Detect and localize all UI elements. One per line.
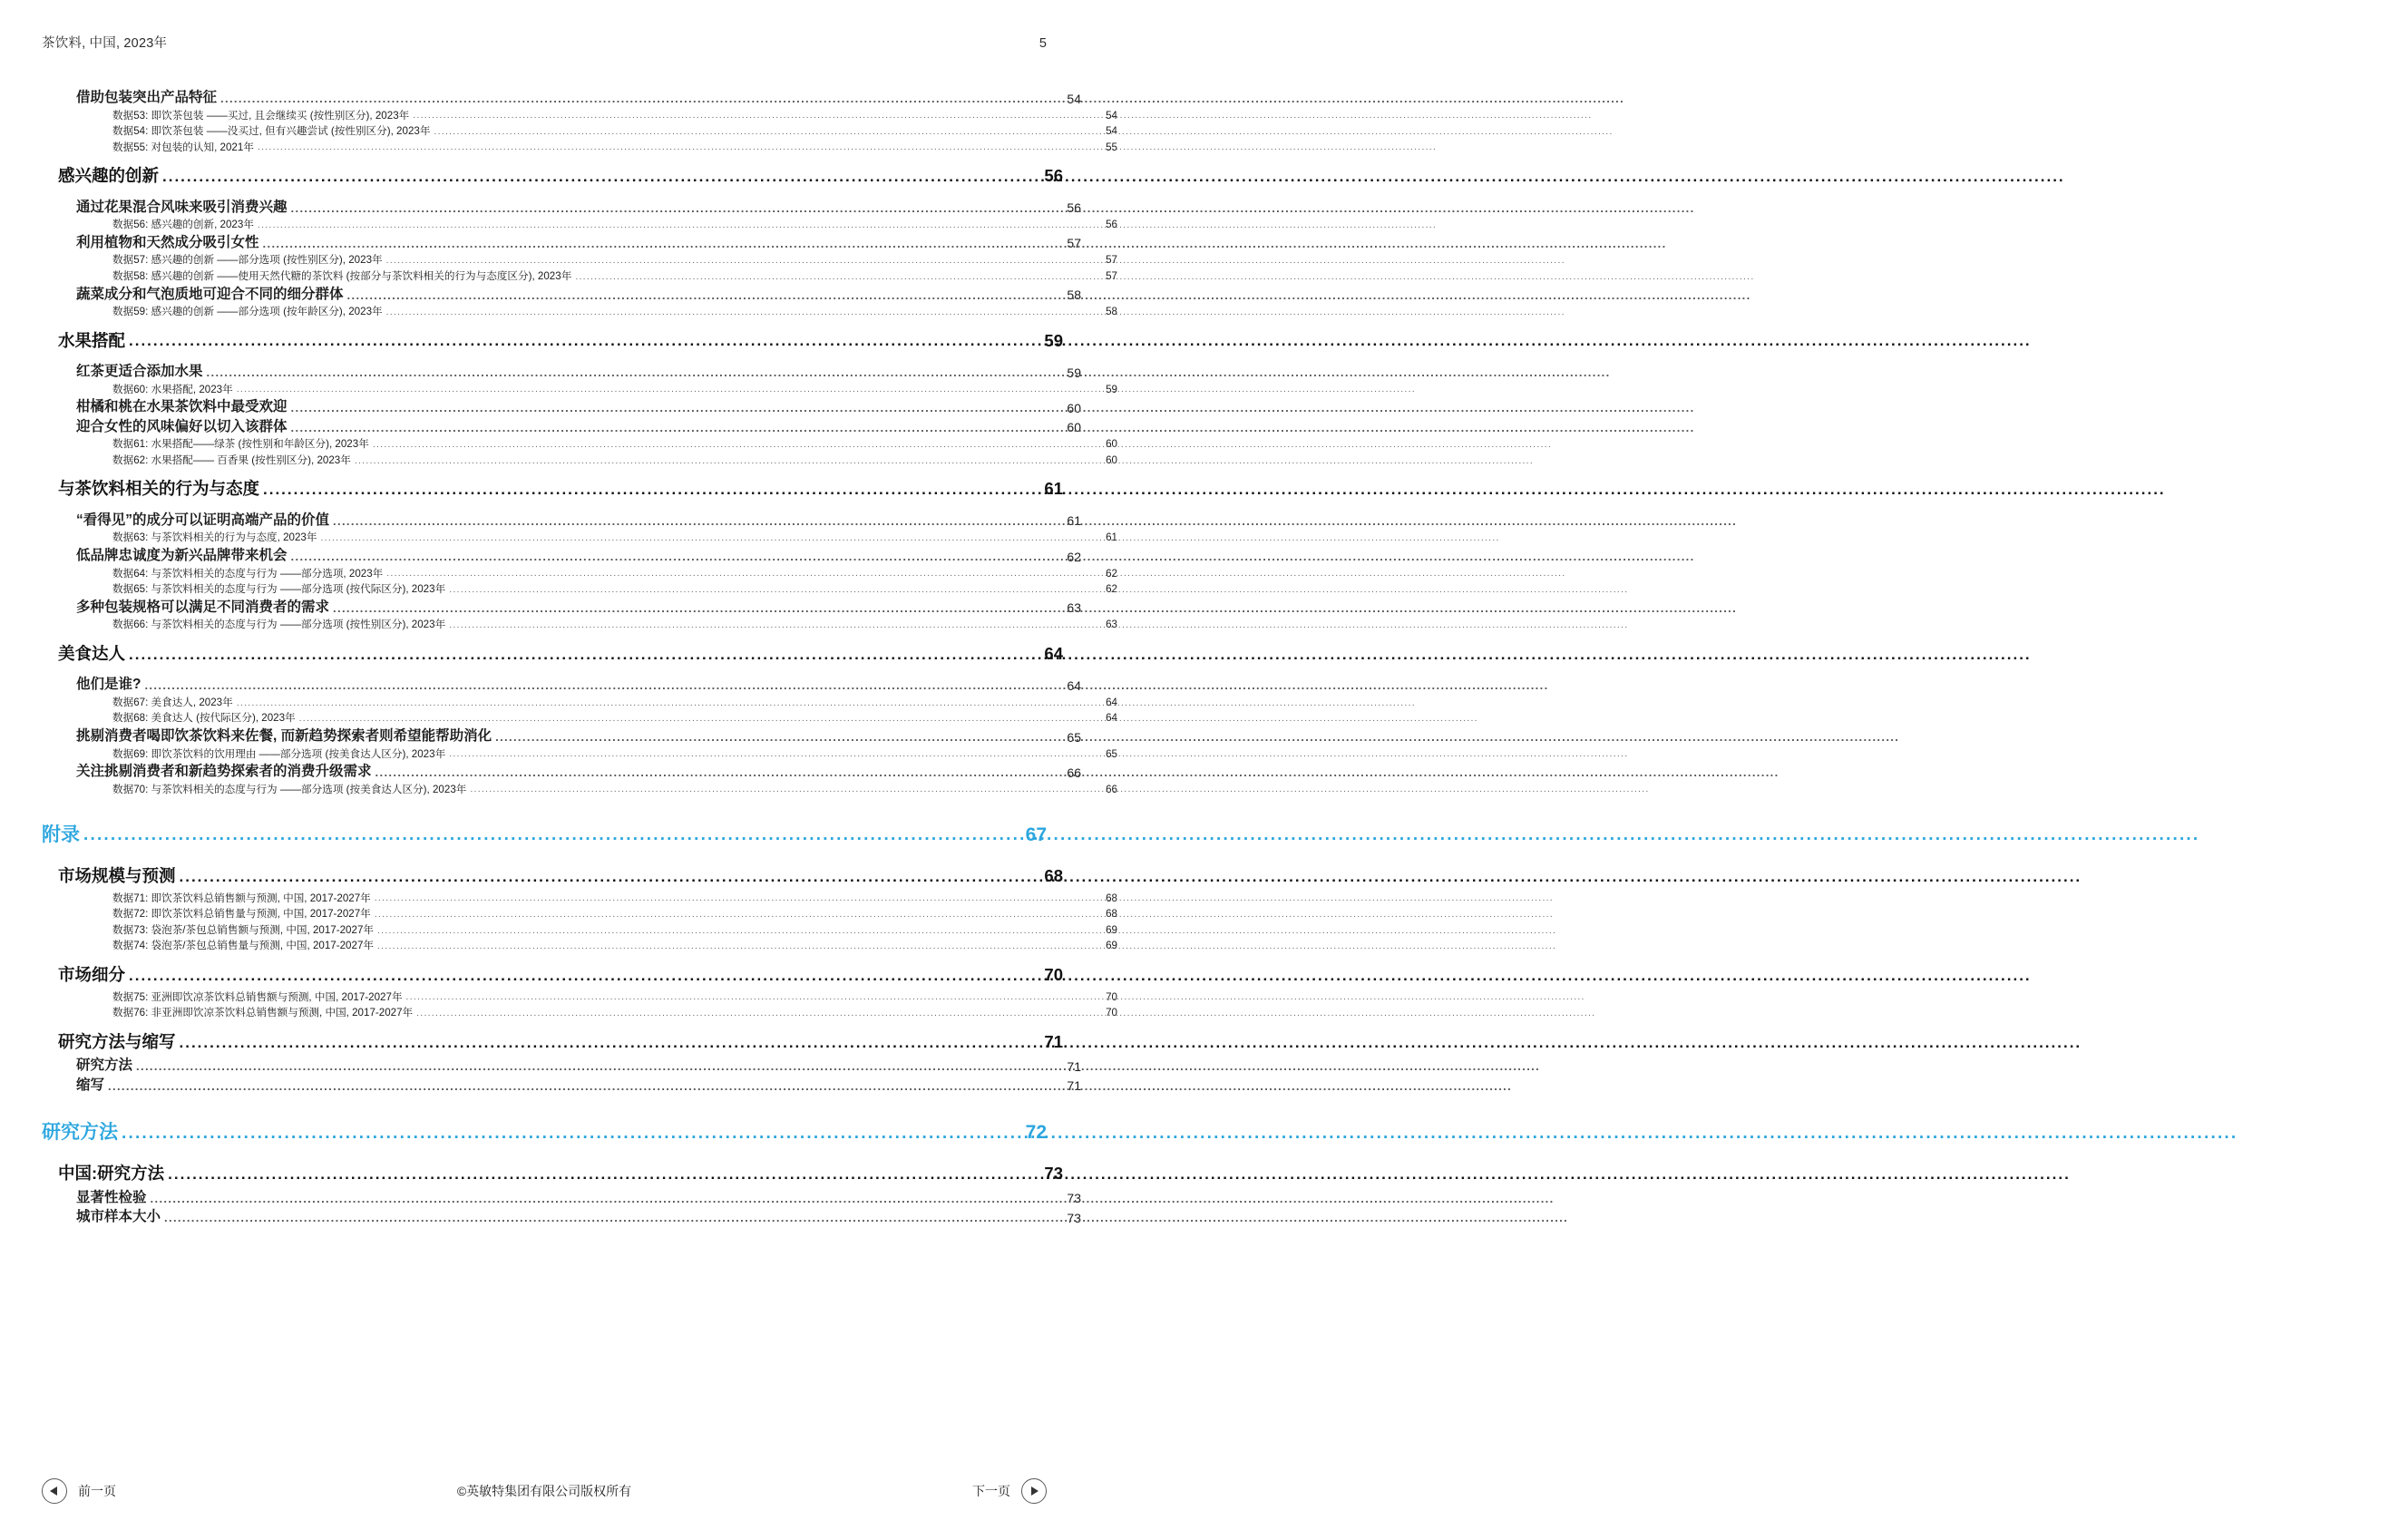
toc-entry[interactable] bbox=[112, 569, 1117, 580]
toc-entry[interactable] bbox=[42, 825, 1047, 844]
toc-leader-dots bbox=[291, 420, 1065, 434]
toc-leader-dots bbox=[406, 992, 1104, 1003]
toc-entry-label: 研究方法 bbox=[42, 1122, 118, 1144]
table-of-contents bbox=[42, 90, 1117, 1225]
toc-entry[interactable] bbox=[112, 111, 1117, 122]
toc-entry-label: “看得见”的成分可以证明高端产品的价值 bbox=[76, 512, 330, 528]
toc-entry[interactable] bbox=[76, 400, 1081, 414]
next-page-label[interactable]: 下一页 bbox=[972, 1484, 1010, 1498]
toc-entry[interactable] bbox=[76, 200, 1081, 215]
toc-entry-label: 柑橘和桃在水果茶饮料中最受欢迎 bbox=[76, 399, 288, 415]
toc-leader-dots bbox=[416, 1008, 1103, 1019]
toc-entry-page: 56 bbox=[1067, 200, 1081, 216]
toc-entry-label: 水果搭配 bbox=[58, 330, 126, 350]
toc-entry[interactable] bbox=[76, 91, 1081, 105]
toc-entry-page: 69 bbox=[1106, 940, 1117, 952]
toc-leader-dots bbox=[375, 765, 1065, 779]
toc-entry-label: 数据70: 与茶饮料相关的态度与行为 ——部分选项 (按美食达人区分), 2023年 bbox=[112, 783, 467, 795]
triangle-right-icon[interactable] bbox=[1021, 1478, 1047, 1504]
toc-entry-page: 56 bbox=[1106, 219, 1117, 231]
toc-entry-label: 红茶更适合添加水果 bbox=[76, 364, 203, 380]
toc-entry-label: 关注挑剔消费者和新趋势探索者的消费升级需求 bbox=[76, 764, 372, 780]
toc-entry-page: 69 bbox=[1106, 923, 1117, 936]
toc-entry-label: 数据76: 非亚洲即饮凉茶饮料总销售额与预测, 中国, 2017-2027年 bbox=[112, 1007, 414, 1019]
toc-leader-dots bbox=[386, 307, 1103, 317]
toc-leader-dots bbox=[180, 1034, 1042, 1051]
toc-entry-label: 研究方法 bbox=[76, 1058, 133, 1074]
toc-leader-dots bbox=[347, 288, 1065, 302]
toc-entry-label: 数据55: 对包装的认知, 2021年 bbox=[112, 141, 254, 153]
toc-leader-dots bbox=[129, 967, 1041, 984]
toc-entry-label: 缩写 bbox=[76, 1077, 105, 1093]
toc-entry[interactable] bbox=[58, 1031, 1063, 1051]
toc-entry-label: 蔬菜成分和气泡质地可迎合不同的细分群体 bbox=[76, 286, 344, 302]
toc-entry-label: 美食达人 bbox=[58, 643, 126, 663]
toc-entry-page: 64 bbox=[1106, 712, 1117, 725]
copyright-notice: ©英敏特集团有限公司版权所有 bbox=[456, 1484, 632, 1498]
toc-leader-dots bbox=[377, 925, 1103, 936]
toc-leader-dots bbox=[220, 91, 1064, 105]
toc-entry-page: 59 bbox=[1044, 330, 1063, 350]
toc-leader-dots bbox=[122, 1123, 1023, 1142]
toc-entry-label: 数据58: 感兴趣的创新 ——使用天然代糖的茶饮料 (按部分与茶饮料相关的行为与态度区分), 2023年 bbox=[112, 269, 572, 282]
toc-entry[interactable] bbox=[58, 481, 1063, 498]
toc-entry-label: 市场细分 bbox=[58, 965, 126, 985]
toc-entry[interactable] bbox=[112, 255, 1117, 266]
triangle-left-icon[interactable] bbox=[42, 1478, 67, 1504]
toc-entry-page: 59 bbox=[1106, 383, 1117, 395]
document-page bbox=[0, 0, 1117, 1540]
toc-leader-dots bbox=[237, 697, 1103, 708]
toc-entry-page: 71 bbox=[1067, 1058, 1081, 1074]
toc-leader-dots bbox=[299, 713, 1103, 724]
toc-entry-page: 60 bbox=[1106, 453, 1117, 466]
toc-entry[interactable] bbox=[76, 513, 1081, 528]
toc-leader-dots bbox=[333, 513, 1064, 528]
toc-entry-page: 70 bbox=[1044, 965, 1063, 985]
toc-entry[interactable] bbox=[76, 729, 1081, 744]
toc-leader-dots bbox=[333, 600, 1064, 615]
toc-entry[interactable] bbox=[76, 1078, 1081, 1093]
toc-leader-dots bbox=[129, 646, 1041, 663]
toc-entry-page: 56 bbox=[1044, 166, 1063, 186]
toc-entry[interactable] bbox=[76, 365, 1081, 379]
toc-entry-page: 62 bbox=[1106, 583, 1117, 596]
toc-entry[interactable] bbox=[76, 288, 1081, 302]
toc-entry-label: 借助包装突出产品特征 bbox=[76, 90, 218, 105]
toc-entry-page: 64 bbox=[1106, 696, 1117, 708]
toc-entry[interactable] bbox=[112, 749, 1117, 760]
toc-entry-label: 与茶饮料相关的行为与态度 bbox=[58, 479, 260, 499]
toc-entry[interactable] bbox=[76, 677, 1081, 692]
toc-entry[interactable] bbox=[58, 967, 1063, 984]
toc-entry[interactable] bbox=[112, 219, 1117, 230]
toc-entry[interactable] bbox=[112, 584, 1117, 595]
toc-entry[interactable] bbox=[76, 549, 1081, 563]
toc-entry-label: 通过花果混合风味来吸引消费兴趣 bbox=[76, 199, 288, 215]
toc-entry-label: 挑剔消费者喝即饮茶饮料来佐餐, 而新趋势探索者则希望能帮助消化 bbox=[76, 728, 492, 744]
toc-leader-dots bbox=[386, 255, 1103, 266]
toc-entry-label: 迎合女性的风味偏好以切入该群体 bbox=[76, 418, 288, 434]
toc-entry-page: 61 bbox=[1106, 531, 1117, 544]
toc-leader-dots bbox=[291, 200, 1065, 215]
toc-entry-page: 66 bbox=[1067, 765, 1081, 780]
toc-entry-label: 中国:研究方法 bbox=[58, 1164, 165, 1184]
toc-entry[interactable] bbox=[76, 1191, 1081, 1205]
toc-entry[interactable] bbox=[112, 893, 1117, 904]
toc-entry-label: 低品牌忠诚度为新兴品牌带来机会 bbox=[76, 548, 288, 564]
toc-entry-label: 城市样本大小 bbox=[76, 1209, 161, 1225]
toc-leader-dots bbox=[373, 439, 1103, 450]
toc-entry-label: 感兴趣的创新 bbox=[58, 166, 160, 186]
toc-entry[interactable] bbox=[112, 785, 1117, 795]
toc-leader-dots bbox=[207, 365, 1065, 379]
toc-entry-page: 60 bbox=[1067, 420, 1081, 435]
toc-leader-dots bbox=[291, 400, 1065, 414]
toc-entry-page: 66 bbox=[1106, 783, 1117, 795]
toc-entry-label: 数据63: 与茶饮料相关的行为与态度, 2023年 bbox=[112, 531, 317, 544]
toc-entry[interactable] bbox=[112, 142, 1117, 153]
toc-leader-dots bbox=[386, 569, 1103, 580]
toc-entry-label: 数据54: 即饮茶包装 ——没买过, 但有兴趣尝试 (按性别区分), 2023年 bbox=[112, 125, 431, 138]
toc-leader-dots bbox=[377, 941, 1103, 951]
toc-entry-label: 数据65: 与茶饮料相关的态度与行为 ——部分选项 (按代际区分), 2023年 bbox=[112, 583, 446, 596]
toc-entry-page: 55 bbox=[1106, 141, 1117, 153]
toc-entry-page: 54 bbox=[1067, 91, 1081, 106]
toc-entry-label: 数据71: 即饮茶饮料总销售额与预测, 中国, 2017-2027年 bbox=[112, 892, 371, 904]
toc-entry-page: 68 bbox=[1106, 908, 1117, 921]
toc-entry[interactable] bbox=[112, 271, 1117, 282]
toc-leader-dots bbox=[164, 1210, 1064, 1224]
toc-leader-dots bbox=[413, 111, 1103, 122]
toc-entry[interactable] bbox=[112, 909, 1117, 920]
toc-entry[interactable] bbox=[58, 330, 1063, 350]
toc-entry-page: 57 bbox=[1106, 269, 1117, 282]
toc-entry-page: 65 bbox=[1067, 729, 1081, 745]
toc-entry-page: 73 bbox=[1067, 1191, 1081, 1206]
toc-leader-dots bbox=[263, 236, 1065, 250]
toc-entry[interactable] bbox=[58, 168, 1063, 185]
toc-leader-dots bbox=[136, 1058, 1064, 1073]
toc-entry-label: 数据62: 水果搭配—— 百香果 (按性别区分), 2023年 bbox=[112, 453, 351, 466]
toc-entry-label: 数据56: 感兴趣的创新, 2023年 bbox=[112, 219, 254, 231]
toc-entry-label: 数据60: 水果搭配, 2023年 bbox=[112, 383, 233, 395]
toc-entry-label: 数据68: 美食达人 (按代际区分), 2023年 bbox=[112, 712, 296, 725]
toc-leader-dots bbox=[237, 385, 1103, 395]
toc-entry-label: 显著性检验 bbox=[76, 1189, 147, 1205]
toc-entry-label: 数据74: 袋泡茶/茶包总销售量与预测, 中国, 2017-2027年 bbox=[112, 940, 374, 952]
toc-leader-dots bbox=[449, 584, 1103, 595]
toc-entry[interactable] bbox=[58, 868, 1063, 885]
toc-entry-label: 数据59: 感兴趣的创新 ——部分选项 (按年龄区分), 2023年 bbox=[112, 306, 383, 318]
toc-leader-dots bbox=[575, 271, 1103, 282]
toc-entry[interactable] bbox=[76, 236, 1081, 250]
toc-entry-page: 70 bbox=[1106, 990, 1117, 1003]
toc-entry-page: 57 bbox=[1067, 236, 1081, 251]
toc-entry[interactable] bbox=[112, 532, 1117, 543]
toc-entry-label: 数据69: 即饮茶饮料的饮用理由 ——部分选项 (按美食达人区分), 2023年 bbox=[112, 747, 446, 760]
toc-entry-page: 73 bbox=[1044, 1164, 1063, 1184]
toc-leader-dots bbox=[129, 333, 1041, 350]
toc-entry-label: 数据57: 感兴趣的创新 ——部分选项 (按性别区分), 2023年 bbox=[112, 254, 383, 267]
toc-leader-dots bbox=[168, 1165, 1041, 1183]
toc-entry[interactable] bbox=[112, 925, 1117, 936]
toc-entry[interactable] bbox=[112, 1008, 1117, 1019]
toc-entry-page: 70 bbox=[1106, 1007, 1117, 1019]
toc-entry-page: 63 bbox=[1067, 600, 1081, 616]
toc-entry[interactable] bbox=[58, 1165, 1063, 1183]
toc-entry-page: 62 bbox=[1067, 549, 1081, 564]
toc-entry-label: 数据66: 与茶饮料相关的态度与行为 ——部分选项 (按性别区分), 2023年 bbox=[112, 619, 446, 631]
toc-entry[interactable] bbox=[112, 619, 1117, 630]
toc-entry[interactable] bbox=[112, 385, 1117, 395]
toc-entry-page: 65 bbox=[1106, 747, 1117, 760]
toc-leader-dots bbox=[449, 619, 1103, 630]
toc-entry-page: 64 bbox=[1067, 677, 1081, 693]
toc-entry-label: 附录 bbox=[42, 824, 80, 846]
toc-entry-page: 57 bbox=[1106, 254, 1117, 267]
toc-entry[interactable] bbox=[112, 697, 1117, 708]
toc-leader-dots bbox=[470, 785, 1103, 795]
toc-entry[interactable] bbox=[112, 992, 1117, 1003]
toc-entry-page: 72 bbox=[1025, 1122, 1047, 1144]
toc-entry-label: 数据67: 美食达人, 2023年 bbox=[112, 696, 233, 708]
toc-entry-page: 61 bbox=[1067, 513, 1081, 529]
toc-leader-dots bbox=[449, 749, 1103, 760]
toc-entry-page: 71 bbox=[1067, 1078, 1081, 1094]
toc-leader-dots bbox=[434, 126, 1103, 137]
page-number: 5 bbox=[1038, 36, 1047, 51]
toc-entry-label: 数据61: 水果搭配——绿茶 (按性别和年龄区分), 2023年 bbox=[112, 438, 369, 451]
toc-entry-page: 54 bbox=[1106, 109, 1117, 122]
toc-entry[interactable] bbox=[112, 941, 1117, 951]
prev-page-nav[interactable] bbox=[42, 1478, 116, 1504]
toc-entry-label: 利用植物和天然成分吸引女性 bbox=[76, 234, 259, 250]
toc-entry-page: 58 bbox=[1106, 306, 1117, 318]
toc-entry-page: 60 bbox=[1106, 438, 1117, 451]
document-footer bbox=[42, 1478, 1047, 1504]
toc-leader-dots bbox=[144, 677, 1064, 692]
toc-entry-label: 数据75: 亚洲即饮凉茶饮料总销售额与预测, 中国, 2017-2027年 bbox=[112, 990, 403, 1003]
toc-entry[interactable] bbox=[76, 765, 1081, 779]
toc-entry[interactable] bbox=[76, 420, 1081, 434]
toc-entry-page: 64 bbox=[1044, 643, 1063, 663]
toc-entry-page: 61 bbox=[1044, 479, 1063, 499]
toc-leader-dots bbox=[375, 909, 1103, 920]
toc-entry[interactable] bbox=[76, 600, 1081, 615]
toc-leader-dots bbox=[263, 481, 1041, 498]
toc-entry-page: 62 bbox=[1106, 567, 1117, 580]
toc-entry[interactable] bbox=[76, 1058, 1081, 1073]
toc-entry-label: 他们是谁? bbox=[76, 677, 141, 693]
toc-entry-page: 58 bbox=[1067, 288, 1081, 303]
toc-leader-dots bbox=[180, 868, 1042, 885]
toc-entry[interactable] bbox=[112, 307, 1117, 317]
document-header bbox=[42, 33, 1047, 52]
toc-entry-page: 68 bbox=[1044, 866, 1063, 886]
toc-leader-dots bbox=[355, 455, 1103, 466]
toc-leader-dots bbox=[108, 1078, 1064, 1093]
toc-leader-dots bbox=[375, 893, 1103, 904]
toc-leader-dots bbox=[162, 168, 1041, 185]
toc-entry-page: 60 bbox=[1067, 400, 1081, 415]
toc-entry-label: 研究方法与缩写 bbox=[58, 1031, 176, 1051]
toc-entry-label: 市场规模与预测 bbox=[58, 866, 176, 886]
toc-entry-page: 73 bbox=[1067, 1210, 1081, 1225]
toc-entry-page: 71 bbox=[1044, 1031, 1063, 1051]
toc-entry-page: 68 bbox=[1106, 892, 1117, 904]
prev-page-label[interactable]: 前一页 bbox=[78, 1484, 116, 1498]
toc-entry[interactable] bbox=[112, 439, 1117, 450]
toc-leader-dots bbox=[291, 549, 1065, 563]
toc-entry[interactable] bbox=[112, 126, 1117, 137]
toc-leader-dots bbox=[320, 532, 1103, 543]
toc-entry-label: 数据72: 即饮茶饮料总销售量与预测, 中国, 2017-2027年 bbox=[112, 908, 371, 921]
toc-entry-label: 数据53: 即饮茶包装 ——买过, 且会继续买 (按性别区分), 2023年 bbox=[112, 109, 410, 122]
toc-leader-dots bbox=[83, 825, 1023, 844]
toc-entry[interactable] bbox=[112, 455, 1117, 466]
toc-entry[interactable] bbox=[76, 1210, 1081, 1224]
toc-leader-dots bbox=[151, 1191, 1065, 1205]
toc-entry[interactable] bbox=[42, 1123, 1047, 1142]
toc-entry-page: 59 bbox=[1067, 365, 1081, 380]
toc-entry-page: 63 bbox=[1106, 619, 1117, 631]
toc-entry-label: 数据73: 袋泡茶/茶包总销售额与预测, 中国, 2017-2027年 bbox=[112, 923, 374, 936]
toc-leader-dots bbox=[258, 219, 1103, 230]
toc-entry[interactable] bbox=[112, 713, 1117, 724]
toc-entry[interactable] bbox=[58, 643, 1063, 663]
toc-leader-dots bbox=[258, 142, 1103, 153]
toc-leader-dots bbox=[495, 729, 1064, 744]
report-title: 茶饮料, 中国, 2023年 bbox=[42, 36, 168, 51]
toc-entry-label: 多种包装规格可以满足不同消费者的需求 bbox=[76, 599, 330, 615]
next-page-nav[interactable] bbox=[972, 1478, 1047, 1504]
toc-entry-page: 67 bbox=[1025, 824, 1047, 846]
toc-entry-page: 54 bbox=[1106, 125, 1117, 138]
toc-entry-label: 数据64: 与茶饮料相关的态度与行为 ——部分选项, 2023年 bbox=[112, 567, 384, 580]
